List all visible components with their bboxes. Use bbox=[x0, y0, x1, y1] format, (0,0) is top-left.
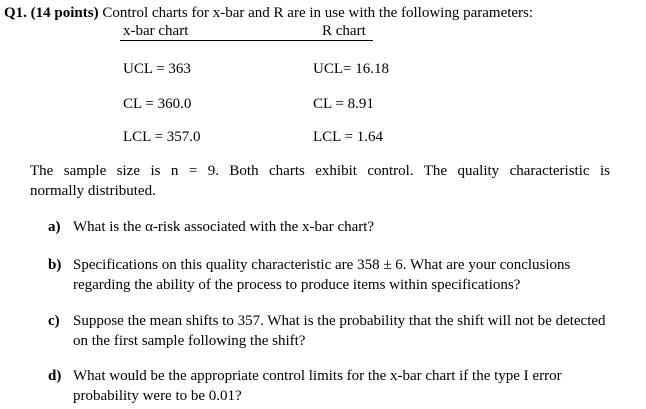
question-header bbox=[4, 4, 533, 22]
r-chart-header: R chart bbox=[322, 23, 366, 39]
xbar-chart-header: x-bar chart bbox=[123, 23, 189, 39]
xbar-lcl: LCL = 357.0 bbox=[123, 129, 201, 145]
problem-paragraph bbox=[30, 161, 610, 201]
sub-question-c bbox=[48, 311, 618, 351]
question-label: Q1. (14 points) bbox=[4, 5, 99, 21]
sub-question-label: b) bbox=[48, 257, 62, 273]
r-cl: CL = 8.91 bbox=[313, 96, 374, 112]
r-lcl: LCL = 1.64 bbox=[313, 129, 383, 145]
paragraph-line-2: normally distributed. bbox=[30, 183, 156, 199]
sub-question-text: Specifications on this quality characteristic are 358 ± 6. What are your conclusions regarding the ability of the process to produce items within specifications? bbox=[73, 257, 571, 293]
question-intro: Control charts for x-bar and R are in use with the following parameters: bbox=[102, 5, 534, 21]
sub-question-b bbox=[48, 255, 618, 295]
sub-question-text: What is the α-risk associated with the x-bar chart? bbox=[73, 219, 375, 235]
sub-question-d bbox=[48, 366, 618, 406]
sub-question-text: What would be the appropriate control limits for the x-bar chart if the type I error probability were to be 0.01? bbox=[73, 368, 562, 404]
sub-question-text: Suppose the mean shifts to 357. What is the probability that the shift will not be detected on the first sample following the shift? bbox=[73, 313, 606, 349]
sub-question-label: d) bbox=[48, 368, 62, 384]
r-ucl: UCL= 16.18 bbox=[313, 61, 389, 77]
table-header-rule bbox=[120, 40, 373, 41]
xbar-ucl: UCL = 363 bbox=[123, 61, 191, 77]
sub-question-label: a) bbox=[48, 219, 61, 235]
xbar-cl: CL = 360.0 bbox=[123, 96, 192, 112]
sub-question-label: c) bbox=[48, 313, 60, 329]
paragraph-line-1: The sample size is n = 9. Both charts exhibit control. The quality characteristic is bbox=[30, 163, 610, 179]
sub-question-a bbox=[48, 217, 618, 237]
